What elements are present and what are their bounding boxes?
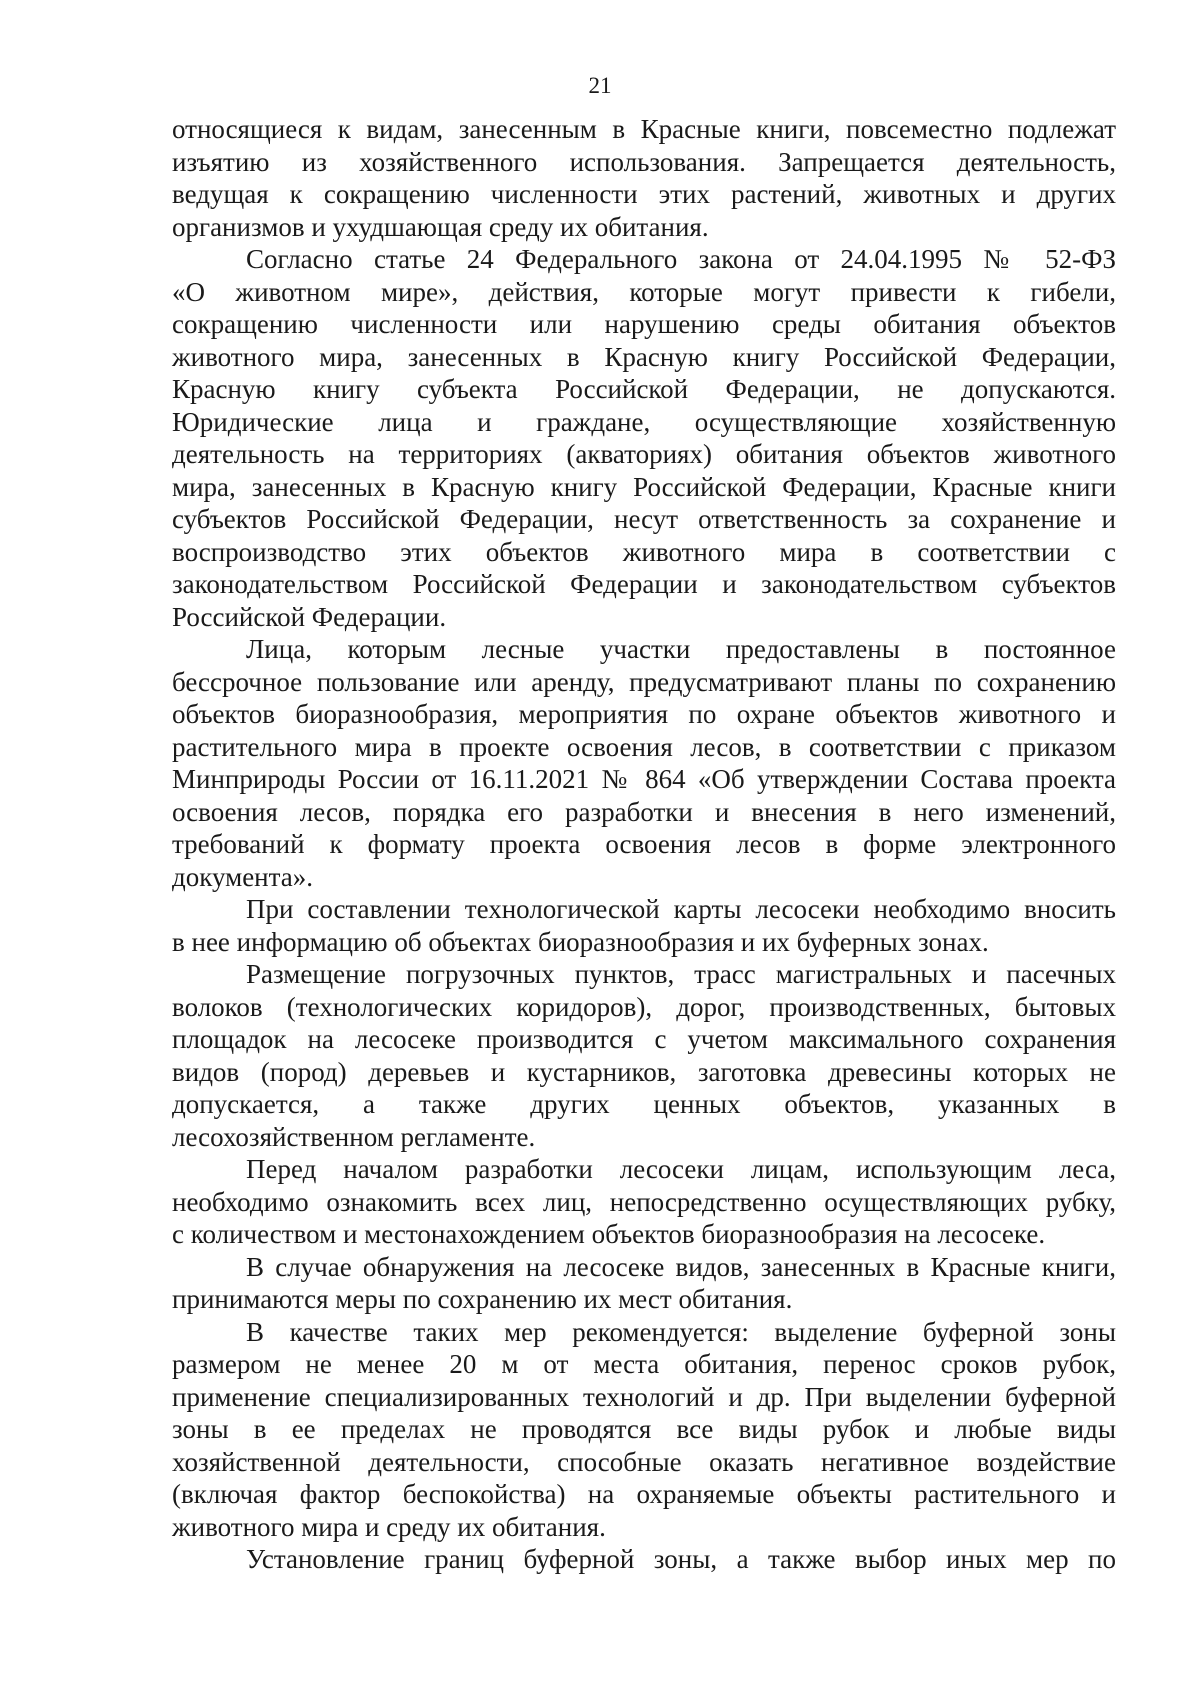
- text-line: Красную книгу субъекта Российской Федерации, не допускаются.: [172, 374, 1116, 404]
- text-line: животного мира и среду их обитания.: [172, 1511, 606, 1542]
- text-line: размером не менее 20 м от места обитания, перенос сроков рубок,: [172, 1349, 1116, 1379]
- paragraph: [172, 113, 1116, 243]
- text-line: освоения лесов, порядка его разработки и внесения в него изменений,: [172, 796, 1116, 827]
- text-line: волоков (технологических коридоров), дорог, производственных, бытовых: [172, 991, 1116, 1022]
- paragraph: [172, 893, 1116, 958]
- text-line: хозяйственной деятельности, способные оказать негативное воздействие: [172, 1446, 1116, 1477]
- text-line: площадок на лесосеке производится с учетом максимального сохранения: [172, 1024, 1116, 1054]
- text-line: Юридические лица и граждане, осуществляющие хозяйственную: [172, 406, 1116, 437]
- text-line: организмов и ухудшающая среду их обитания.: [172, 211, 709, 242]
- text-line: В качестве таких мер рекомендуется: выделение буферной зоны: [246, 1316, 1116, 1347]
- text-line: с количеством и местонахождением объектов биоразнообразия на лесосеке.: [172, 1219, 1046, 1249]
- text-line: лесохозяйственном регламенте.: [172, 1121, 536, 1152]
- text-line: воспроизводство этих объектов животного мира в соответствии с: [172, 536, 1116, 567]
- text-line: Минприроды России от 16.11.2021 № 864 «Об утверждении Состава проекта: [172, 764, 1116, 794]
- text-line: (включая фактор беспокойства) на охраняемые объекты растительного и: [172, 1479, 1116, 1509]
- paragraph: [172, 633, 1116, 893]
- text-line: субъектов Российской Федерации, несут ответственность за сохранение и: [172, 504, 1116, 534]
- text-line: Согласно статье 24 Федерального закона от 24.04.1995 № 52-ФЗ: [246, 244, 1116, 274]
- text-line: зоны в ее пределах не проводятся все виды рубок и любые виды: [172, 1414, 1116, 1444]
- paragraph: [172, 1316, 1116, 1544]
- document-body: [172, 113, 1116, 1576]
- text-line: деятельность на территориях (акваториях) обитания объектов животного: [172, 439, 1116, 469]
- text-line: «О животном мире», действия, которые могут привести к гибели,: [172, 276, 1116, 307]
- text-line: мира, занесенных в Красную книгу Российской Федерации, Красные книги: [172, 471, 1116, 502]
- page-number: 21: [588, 73, 612, 98]
- paragraph: [172, 243, 1116, 633]
- text-line: документа».: [172, 861, 313, 892]
- text-line: животного мира, занесенных в Красную книгу Российской Федерации,: [172, 341, 1116, 372]
- paragraph: [172, 1251, 1116, 1316]
- paragraph: [172, 1153, 1116, 1251]
- text-line: видов (пород) деревьев и кустарников, заготовка древесины которых не: [172, 1056, 1116, 1087]
- paragraph: [172, 958, 1116, 1153]
- text-line: объектов биоразнообразия, мероприятия по охране объектов животного и: [172, 699, 1116, 729]
- text-line: в нее информацию об объектах биоразнообразия и их буферных зонах.: [172, 926, 989, 957]
- text-line: Перед началом разработки лесосеки лицам, использующим леса,: [246, 1154, 1116, 1184]
- text-line: Российской Федерации.: [172, 601, 447, 632]
- text-line: необходимо ознакомить всех лиц, непосредственно осуществляющих рубку,: [172, 1186, 1116, 1217]
- text-line: применение специализированных технологий и др. При выделении буферной: [172, 1381, 1116, 1412]
- text-line: бессрочное пользование или аренду, предусматривают планы по сохранению: [172, 666, 1116, 697]
- text-line: изъятию из хозяйственного использования. Запрещается деятельность,: [172, 146, 1116, 177]
- text-line: Размещение погрузочных пунктов, трасс магистральных и пасечных: [246, 959, 1116, 989]
- text-line: ведущая к сокращению численности этих растений, животных и других: [172, 179, 1116, 209]
- text-line: Установление границ буферной зоны, а также выбор иных мер по: [246, 1544, 1116, 1574]
- text-line: сокращению численности или нарушению среды обитания объектов: [172, 309, 1116, 339]
- text-line: относящиеся к видам, занесенным в Красные книги, повсеместно подлежат: [172, 114, 1116, 144]
- text-line: Лица, которым лесные участки предоставлены в постоянное: [246, 634, 1116, 664]
- text-line: В случае обнаружения на лесосеке видов, занесенных в Красные книги,: [246, 1251, 1116, 1282]
- text-line: растительного мира в проекте освоения лесов, в соответствии с приказом: [172, 731, 1116, 762]
- text-line: требований к формату проекта освоения лесов в форме электронного: [172, 829, 1116, 859]
- text-line: законодательством Российской Федерации и законодательством субъектов: [172, 569, 1116, 599]
- text-line: При составлении технологической карты лесосеки необходимо вносить: [246, 894, 1116, 924]
- text-line: принимаются меры по сохранению их мест обитания.: [172, 1284, 793, 1314]
- paragraph: [172, 1543, 1116, 1576]
- text-line: допускается, а также других ценных объектов, указанных в: [172, 1089, 1116, 1119]
